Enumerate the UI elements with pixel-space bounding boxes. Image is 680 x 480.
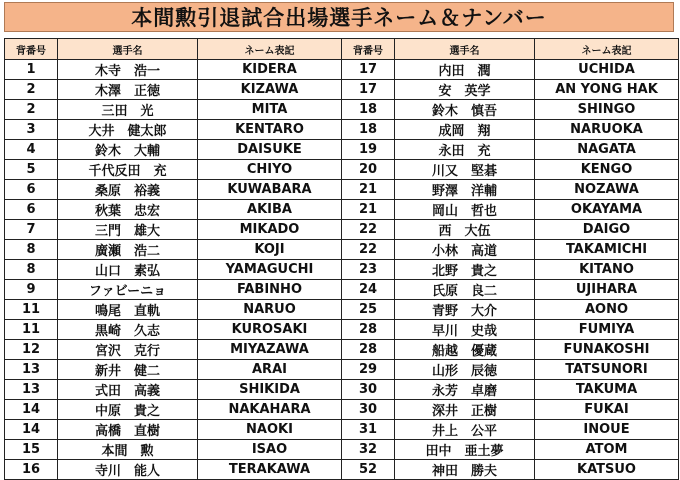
player-number: 11 — [5, 320, 58, 340]
player-name: 三田 光 — [58, 100, 198, 120]
player-number: 24 — [342, 280, 395, 300]
player-name: 永芳 卓磨 — [395, 380, 535, 400]
player-number: 13 — [5, 360, 58, 380]
player-name: 新井 健二 — [58, 360, 198, 380]
name-notation: INOUE — [535, 420, 679, 440]
player-number: 20 — [342, 160, 395, 180]
name-notation: NAKAHARA — [198, 400, 342, 420]
name-notation: KUWABARA — [198, 180, 342, 200]
name-notation: KATSUO — [535, 460, 679, 480]
header-number: 背番号 — [342, 39, 395, 60]
player-number: 16 — [5, 460, 58, 480]
player-name: 井上 公平 — [395, 420, 535, 440]
table-row — [5, 440, 679, 460]
player-name: 西 大伍 — [395, 220, 535, 240]
player-name: 三門 雄大 — [58, 220, 198, 240]
player-name: ファビーニョ — [58, 280, 198, 300]
roster-body — [5, 60, 679, 480]
table-row — [5, 400, 679, 420]
player-number: 28 — [342, 320, 395, 340]
player-name: 黒崎 久志 — [58, 320, 198, 340]
player-name: 北野 貴之 — [395, 260, 535, 280]
player-number: 6 — [5, 180, 58, 200]
table-row — [5, 360, 679, 380]
player-number: 31 — [342, 420, 395, 440]
player-number: 25 — [342, 300, 395, 320]
player-name: 川又 堅碁 — [395, 160, 535, 180]
player-name: 氏原 良二 — [395, 280, 535, 300]
player-number: 9 — [5, 280, 58, 300]
roster-table — [4, 38, 679, 480]
player-name: 早川 史哉 — [395, 320, 535, 340]
name-notation: NOZAWA — [535, 180, 679, 200]
name-notation: ATOM — [535, 440, 679, 460]
player-number: 17 — [342, 60, 395, 80]
name-notation: YAMAGUCHI — [198, 260, 342, 280]
name-notation: TAKAMICHI — [535, 240, 679, 260]
player-name: 山口 素弘 — [58, 260, 198, 280]
name-notation: KIDERA — [198, 60, 342, 80]
player-name: 鳴尾 直軌 — [58, 300, 198, 320]
name-notation: TERAKAWA — [198, 460, 342, 480]
table-row — [5, 80, 679, 100]
player-number: 8 — [5, 260, 58, 280]
player-name: 寺川 能人 — [58, 460, 198, 480]
player-name: 桑原 裕義 — [58, 180, 198, 200]
name-notation: UCHIDA — [535, 60, 679, 80]
player-number: 22 — [342, 240, 395, 260]
name-notation: KUROSAKI — [198, 320, 342, 340]
table-row — [5, 120, 679, 140]
player-name: 鈴木 慎吾 — [395, 100, 535, 120]
player-name: 中原 貴之 — [58, 400, 198, 420]
player-number: 32 — [342, 440, 395, 460]
player-name: 岡山 哲也 — [395, 200, 535, 220]
name-notation: FUMIYA — [535, 320, 679, 340]
header-name-notation: ネーム表記 — [535, 39, 679, 60]
header-player-name: 選手名 — [395, 39, 535, 60]
name-notation: NARUO — [198, 300, 342, 320]
player-number: 8 — [5, 240, 58, 260]
player-name: 成岡 翔 — [395, 120, 535, 140]
name-notation: AONO — [535, 300, 679, 320]
table-row — [5, 200, 679, 220]
player-number: 29 — [342, 360, 395, 380]
name-notation: MIKADO — [198, 220, 342, 240]
header-number: 背番号 — [5, 39, 58, 60]
name-notation: UJIHARA — [535, 280, 679, 300]
table-row — [5, 280, 679, 300]
player-name: 山形 辰徳 — [395, 360, 535, 380]
player-name: 式田 高義 — [58, 380, 198, 400]
player-name: 鈴木 大輔 — [58, 140, 198, 160]
table-row — [5, 380, 679, 400]
name-notation: CHIYO — [198, 160, 342, 180]
player-number: 18 — [342, 100, 395, 120]
player-name: 木澤 正徳 — [58, 80, 198, 100]
player-number: 2 — [5, 100, 58, 120]
player-number: 28 — [342, 340, 395, 360]
player-number: 18 — [342, 120, 395, 140]
name-notation: ISAO — [198, 440, 342, 460]
name-notation: MIYAZAWA — [198, 340, 342, 360]
player-number: 5 — [5, 160, 58, 180]
player-name: 内田 潤 — [395, 60, 535, 80]
table-row — [5, 160, 679, 180]
player-number: 14 — [5, 420, 58, 440]
name-notation: KENTARO — [198, 120, 342, 140]
name-notation: NAGATA — [535, 140, 679, 160]
player-number: 12 — [5, 340, 58, 360]
name-notation: TAKUMA — [535, 380, 679, 400]
table-row — [5, 300, 679, 320]
player-name: 船越 優蔵 — [395, 340, 535, 360]
player-name: 秋葉 忠宏 — [58, 200, 198, 220]
table-row — [5, 60, 679, 80]
player-number: 22 — [342, 220, 395, 240]
table-row — [5, 140, 679, 160]
player-number: 14 — [5, 400, 58, 420]
player-number: 23 — [342, 260, 395, 280]
player-name: 木寺 浩一 — [58, 60, 198, 80]
player-number: 2 — [5, 80, 58, 100]
player-number: 3 — [5, 120, 58, 140]
table-row — [5, 340, 679, 360]
name-notation: NARUOKA — [535, 120, 679, 140]
player-number: 21 — [342, 180, 395, 200]
player-number: 19 — [342, 140, 395, 160]
player-name: 永田 充 — [395, 140, 535, 160]
player-name: 大井 健太郎 — [58, 120, 198, 140]
name-notation: FUNAKOSHI — [535, 340, 679, 360]
player-number: 15 — [5, 440, 58, 460]
name-notation: FUKAI — [535, 400, 679, 420]
name-notation: AN YONG HAK — [535, 80, 679, 100]
player-name: 本間 勲 — [58, 440, 198, 460]
player-number: 6 — [5, 200, 58, 220]
player-number: 30 — [342, 380, 395, 400]
name-notation: OKAYAMA — [535, 200, 679, 220]
player-number: 21 — [342, 200, 395, 220]
player-name: 千代反田 充 — [58, 160, 198, 180]
player-name: 高橋 直樹 — [58, 420, 198, 440]
name-notation: DAIGO — [535, 220, 679, 240]
player-number: 4 — [5, 140, 58, 160]
player-number: 1 — [5, 60, 58, 80]
name-notation: SHIKIDA — [198, 380, 342, 400]
header-row — [5, 39, 679, 60]
name-notation: NAOKI — [198, 420, 342, 440]
player-name: 小林 高道 — [395, 240, 535, 260]
table-row — [5, 240, 679, 260]
name-notation: ARAI — [198, 360, 342, 380]
player-name: 田中 亜土夢 — [395, 440, 535, 460]
player-name: 安 英学 — [395, 80, 535, 100]
player-name: 野澤 洋輔 — [395, 180, 535, 200]
header-name-notation: ネーム表記 — [198, 39, 342, 60]
page-title: 本間勲引退試合出場選手ネーム＆ナンバー — [4, 2, 674, 32]
name-notation: KOJI — [198, 240, 342, 260]
player-name: 深井 正樹 — [395, 400, 535, 420]
name-notation: MITA — [198, 100, 342, 120]
player-name: 宮沢 克行 — [58, 340, 198, 360]
player-name: 神田 勝夫 — [395, 460, 535, 480]
table-row — [5, 420, 679, 440]
name-notation: KITANO — [535, 260, 679, 280]
header-player-name: 選手名 — [58, 39, 198, 60]
player-number: 17 — [342, 80, 395, 100]
player-number: 30 — [342, 400, 395, 420]
table-row — [5, 220, 679, 240]
name-notation: KENGO — [535, 160, 679, 180]
name-notation: TATSUNORI — [535, 360, 679, 380]
name-notation: FABINHO — [198, 280, 342, 300]
player-name: 青野 大介 — [395, 300, 535, 320]
table-row — [5, 100, 679, 120]
table-row — [5, 260, 679, 280]
name-notation: DAISUKE — [198, 140, 342, 160]
player-name: 廣瀬 浩二 — [58, 240, 198, 260]
player-number: 11 — [5, 300, 58, 320]
table-row — [5, 320, 679, 340]
table-row — [5, 460, 679, 480]
table-row — [5, 180, 679, 200]
name-notation: SHINGO — [535, 100, 679, 120]
player-number: 52 — [342, 460, 395, 480]
name-notation: AKIBA — [198, 200, 342, 220]
player-number: 7 — [5, 220, 58, 240]
player-number: 13 — [5, 380, 58, 400]
name-notation: KIZAWA — [198, 80, 342, 100]
